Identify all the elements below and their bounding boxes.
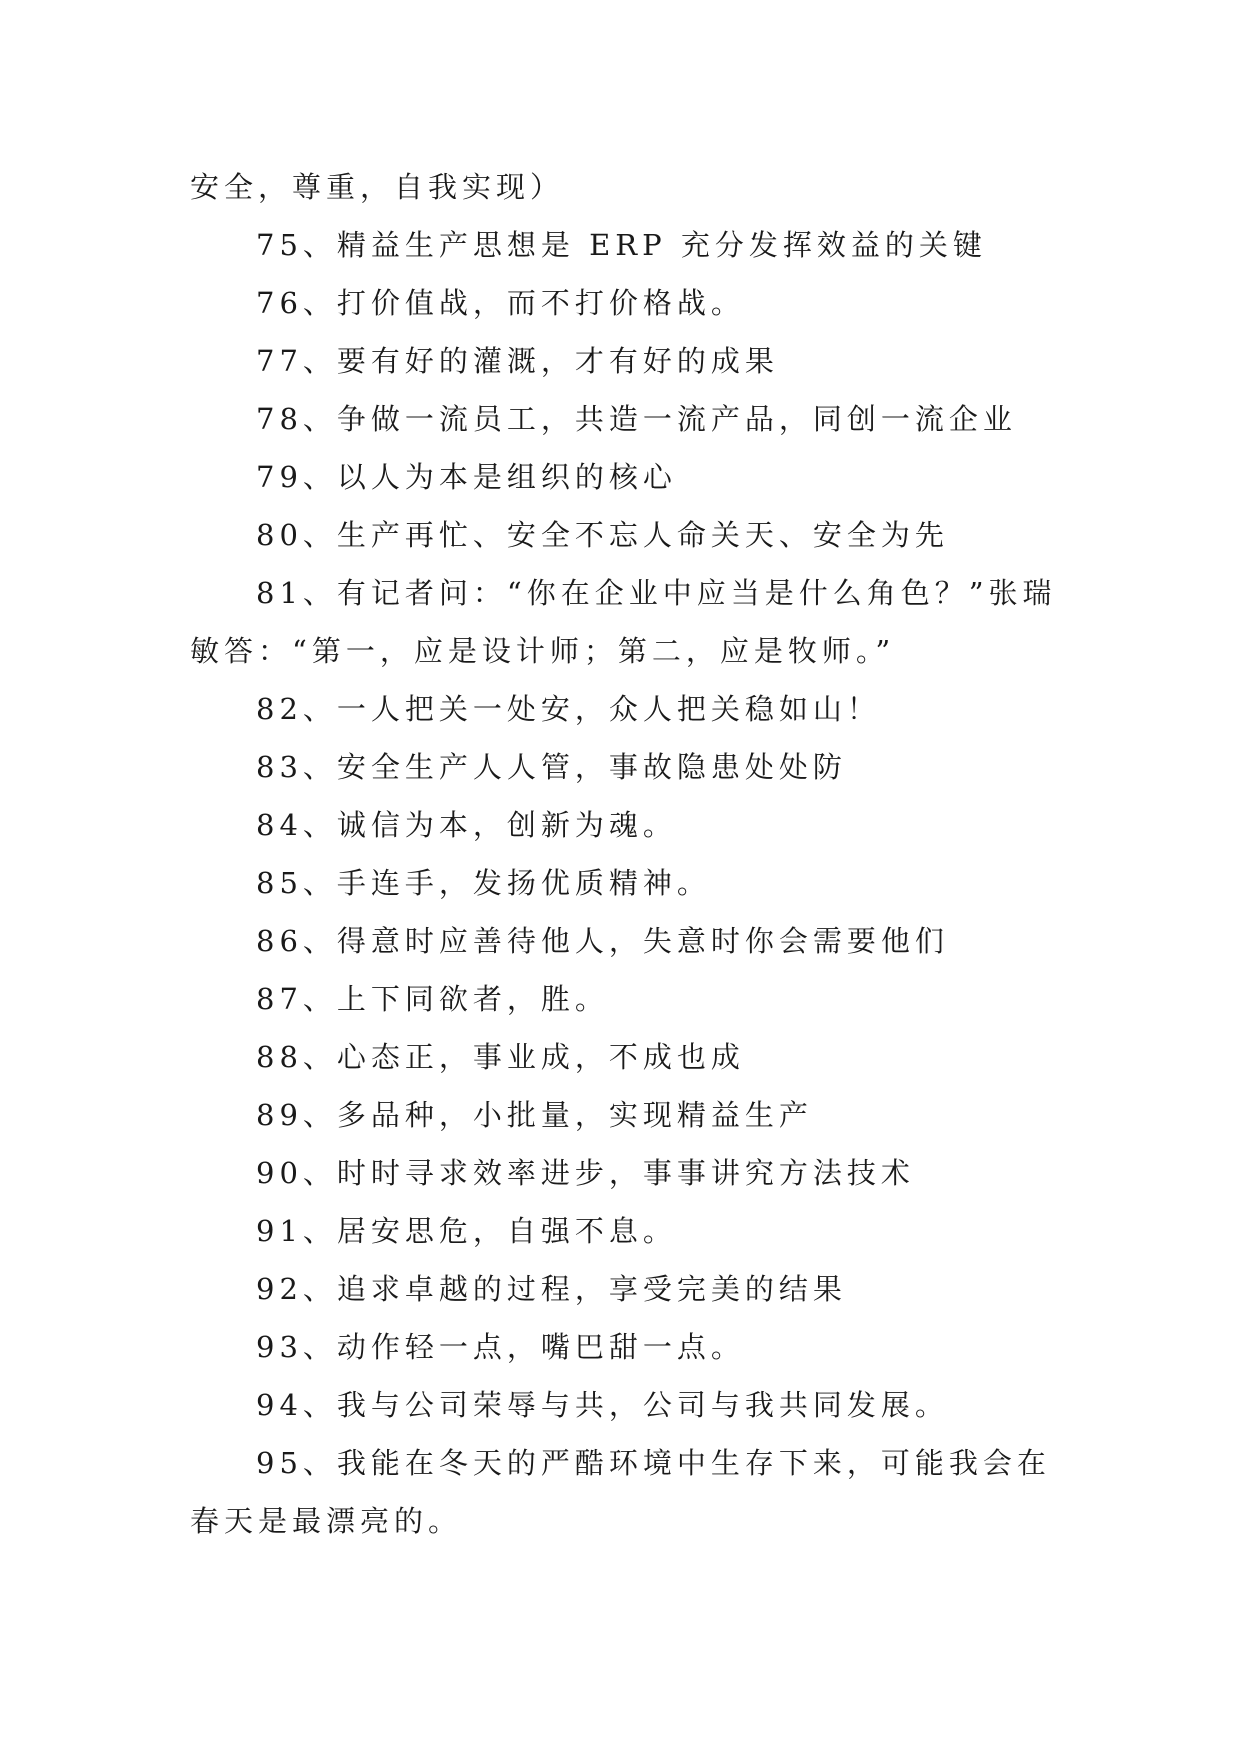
document-body (190, 158, 1060, 1550)
paragraph: 81、有记者问：“你在企业中应当是什么角色？”张瑞敏答：“第一，应是设计师；第二，应是牧师。” (190, 576, 1057, 668)
paragraph: 92、追求卓越的过程，享受完美的结果 (256, 1272, 847, 1306)
paragraph: 90、时时寻求效率进步，事事讲究方法技术 (256, 1156, 915, 1190)
paragraph: 91、居安思危，自强不息。 (256, 1214, 677, 1248)
paragraph: 93、动作轻一点，嘴巴甜一点。 (256, 1330, 745, 1364)
paragraph: 89、多品种，小批量，实现精益生产 (256, 1098, 813, 1132)
paragraph: 88、心态正，事业成，不成也成 (256, 1040, 745, 1074)
paragraph: 94、我与公司荣辱与共，公司与我共同发展。 (256, 1388, 949, 1422)
paragraph: 85、手连手，发扬优质精神。 (256, 866, 711, 900)
paragraph: 79、以人为本是组织的核心 (256, 460, 677, 494)
paragraph: 87、上下同欲者，胜。 (256, 982, 609, 1016)
paragraph: 安全，尊重，自我实现） (190, 170, 565, 204)
paragraph: 76、打价值战，而不打价格战。 (256, 286, 745, 320)
paragraph: 95、我能在冬天的严酷环境中生存下来，可能我会在春天是最漂亮的。 (190, 1446, 1051, 1538)
paragraph: 82、一人把关一处安，众人把关稳如山！ (256, 692, 881, 726)
paragraph: 77、要有好的灌溉，才有好的成果 (256, 344, 779, 378)
paragraph: 83、安全生产人人管，事故隐患处处防 (256, 750, 847, 784)
paragraph: 75、精益生产思想是 ERP 充分发挥效益的关键 (256, 228, 987, 262)
paragraph: 80、生产再忙、安全不忘人命关天、安全为先 (256, 518, 949, 552)
paragraph: 78、争做一流员工，共造一流产品，同创一流企业 (256, 402, 1017, 436)
paragraph: 86、得意时应善待他人，失意时你会需要他们 (256, 924, 949, 958)
paragraph: 84、诚信为本，创新为魂。 (256, 808, 677, 842)
